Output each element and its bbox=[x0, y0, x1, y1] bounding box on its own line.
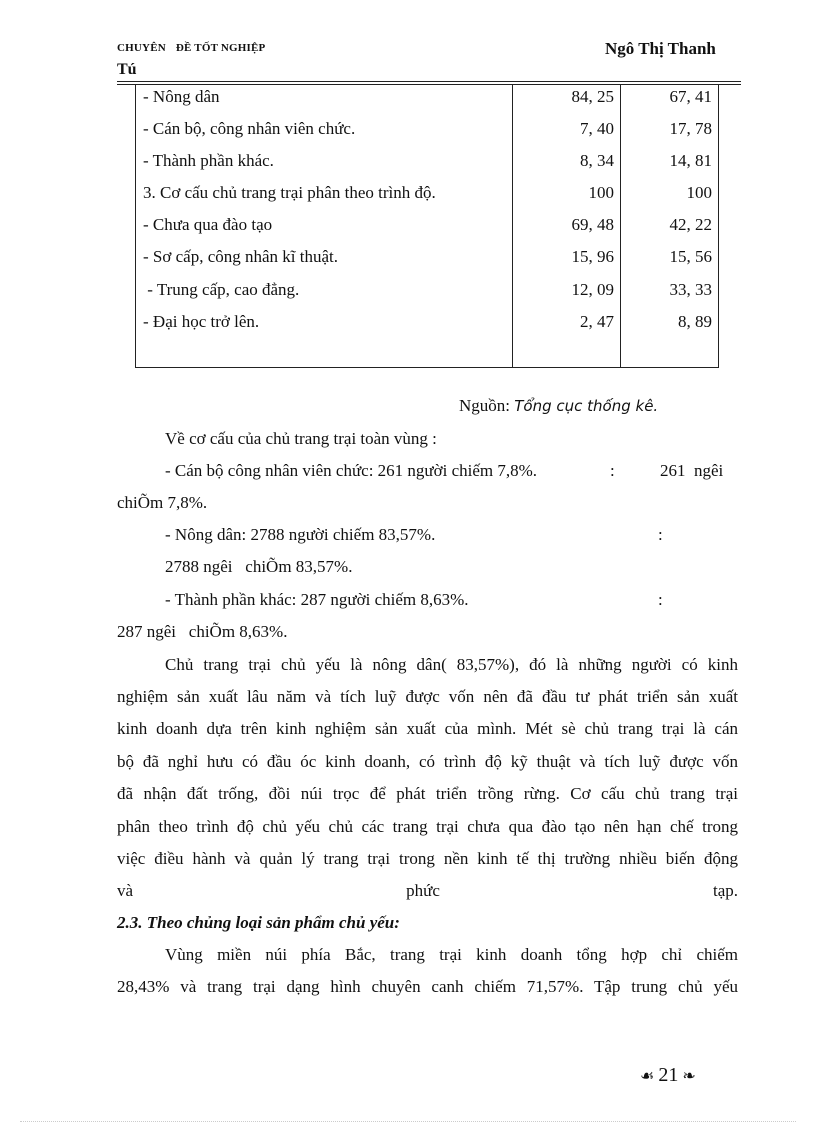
paragraph-line: Chủ trang trại chủ yếu là nông dân( 83,57%), đó là những người có kinh bbox=[165, 655, 738, 674]
list-item-tail: 261 ngêi bbox=[660, 461, 724, 480]
table-cell-col1: 8, 34 bbox=[580, 151, 614, 170]
list-item-text: - Thành phần khác: 287 người chiếm 8,63%. bbox=[165, 590, 469, 609]
table-cell-col2: 17, 78 bbox=[669, 119, 712, 138]
paragraph-line: phân theo trình độ chủ yếu chủ các trang trại chưa qua đào tạo nên hạn chế trong bbox=[117, 817, 738, 836]
list-item-continuation: 287 ngêi chiÕm 8,63%. bbox=[117, 622, 288, 641]
table-cell-col1: 84, 25 bbox=[571, 87, 614, 106]
paragraph-line: nghiệm sản xuất lâu năm và tích luỹ được vốn nên đã đầu tư phát triển sản xuất bbox=[117, 687, 738, 706]
paragraph-line: kinh doanh dựa trên kinh nghiệm sản xuất của mình. Mét sè chủ trang trại là cán bbox=[117, 719, 738, 738]
table-cell-col1: 69, 48 bbox=[571, 215, 614, 234]
source-label: Nguồn: bbox=[459, 396, 510, 415]
paragraph-line: bộ đã nghỉ hưu có đầu óc kinh doanh, có trình độ kỹ thuật và tích luỹ được vốn bbox=[117, 752, 738, 771]
table-cell-col2: 14, 81 bbox=[669, 151, 712, 170]
list-item-continuation: 2788 ngêi chiÕm 83,57%. bbox=[165, 557, 353, 576]
table-border-bottom bbox=[135, 367, 719, 368]
list-item-colon: : bbox=[658, 590, 663, 609]
page-bottom-dotted-rule bbox=[20, 1121, 796, 1122]
list-item-text: - Cán bộ công nhân viên chức: 261 người chiếm 7,8%. bbox=[165, 461, 538, 480]
table-row-label: - Đại học trở lên. bbox=[143, 312, 260, 331]
table-cell-col1: 2, 47 bbox=[580, 312, 614, 331]
table-row-label: - Cán bộ, công nhân viên chức. bbox=[143, 119, 356, 138]
table-cell-col1: 100 bbox=[588, 183, 614, 202]
table-divider-2 bbox=[620, 85, 621, 368]
table-row-label: - Thành phần khác. bbox=[143, 151, 274, 170]
header-author: Ngô Thị Thanh bbox=[605, 39, 716, 58]
ornament-right-icon: ❧ bbox=[682, 1067, 696, 1085]
header-author-continued: Tú bbox=[117, 61, 137, 78]
paragraph-line: Vùng miền núi phía Bắc, trang trại kinh doanh tổng hợp chỉ chiếm bbox=[165, 945, 738, 964]
table-cell-col2: 33, 33 bbox=[669, 280, 712, 299]
section-heading: 2.3. Theo chủng loại sản phẩm chủ yếu: bbox=[117, 913, 400, 932]
table-border-left bbox=[135, 85, 136, 368]
list-item-colon: : bbox=[658, 525, 663, 544]
table-row-label: - Chưa qua đào tạo bbox=[143, 215, 273, 234]
paragraph-line: đã nhận đất trống, đồi núi trọc để phát triển trồng rừng. Cơ cấu chủ trang trại bbox=[117, 784, 738, 803]
page-number bbox=[640, 1064, 696, 1087]
table-cell-col1: 7, 40 bbox=[580, 119, 614, 138]
word: và bbox=[117, 881, 134, 900]
table-cell-col2: 67, 41 bbox=[669, 87, 712, 106]
word: phức bbox=[406, 881, 440, 900]
table-cell-col2: 15, 56 bbox=[669, 247, 712, 266]
table-border-right bbox=[718, 85, 719, 368]
word: tạp. bbox=[712, 881, 738, 900]
ornament-left-icon: ☙ bbox=[640, 1067, 655, 1085]
header-title: CHUYÊN ĐỀ TỐT NGHIỆP bbox=[117, 42, 266, 54]
source-note bbox=[459, 396, 658, 416]
table-row-label: - Sơ cấp, công nhân kĩ thuật. bbox=[143, 247, 339, 266]
table-cell-col2: 42, 22 bbox=[669, 215, 712, 234]
table-cell-col2: 8, 89 bbox=[678, 312, 712, 331]
list-item-continuation: chiÕm 7,8%. bbox=[117, 493, 208, 512]
page-number-value: 21 bbox=[658, 1064, 679, 1086]
paragraph-last-line bbox=[117, 881, 738, 901]
header-rule-thick bbox=[117, 84, 741, 85]
paragraph-line: 28,43% và trang trại dạng hình chuyên canh chiếm 71,57%. Tập trung chủ yếu bbox=[117, 977, 738, 996]
list-item-colon: : bbox=[610, 461, 615, 480]
table-divider-1 bbox=[512, 85, 513, 368]
table-cell-col2: 100 bbox=[686, 183, 712, 202]
table-row-label: 3. Cơ cấu chủ trang trại phân theo trình độ. bbox=[143, 183, 436, 202]
header-rule-thin bbox=[117, 81, 741, 82]
source-value: Tổng cục thống kê. bbox=[514, 397, 659, 415]
table-cell-col1: 12, 09 bbox=[571, 280, 614, 299]
table-row-label: - Nông dân bbox=[143, 87, 220, 106]
table-cell-col1: 15, 96 bbox=[571, 247, 614, 266]
paragraph-line: việc điều hành và quản lý trang trại trong nền kinh tế thị trường nhiều biến động bbox=[117, 849, 738, 868]
intro-line: Về cơ cấu của chủ trang trại toàn vùng : bbox=[165, 429, 437, 448]
list-item-text: - Nông dân: 2788 người chiếm 83,57%. bbox=[165, 525, 436, 544]
table-row-label: - Trung cấp, cao đẳng. bbox=[143, 280, 300, 299]
